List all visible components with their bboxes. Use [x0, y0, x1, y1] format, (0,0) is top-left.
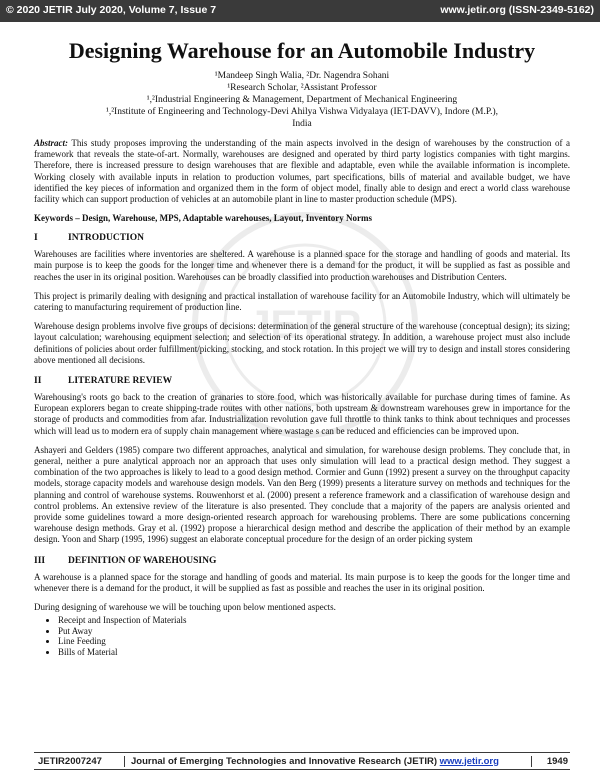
paragraph: Warehouse design problems involve five groups of decisions: determination of the general structure of the warehouse (conceptual design); its sizing; layout calculation; warehousing equipment selection; and selection of its operational strategy. In addition, a warehouse project must also include definitions of policies about order fulfillment/picking, stocking, and stock rotation. In this project we will try to design and install stores considering above mentioned all decisions.	[34, 321, 570, 365]
journal-header-bar	[0, 0, 600, 22]
author-names: ¹Mandeep Singh Walia, ²Dr. Nagendra Sohani	[214, 71, 390, 81]
keywords: Keywords – Design, Warehouse, MPS, Adaptable warehouses, Layout, Inventory Norms	[34, 213, 373, 224]
abstract-label: Abstract:	[34, 138, 69, 148]
paper-title: Designing Warehouse for an Automobile Industry	[68, 38, 536, 63]
paragraph: Warehouses are facilities where inventories are sheltered. A warehouse is a planned space for the storage and handling of goods and material. Its main purpose is to keep the goods for the longer time and whenever there is a demand for the product, it will be supplied as fast as possible and reaches the user in its original position. Warehouses can be broadly classified into production warehouses and Distribution Centers.	[34, 249, 570, 282]
header-website: www.jetir.org (ISSN-2349-5162)	[440, 4, 594, 16]
section-title: INTRODUCTION	[68, 233, 145, 244]
section-heading-introduction	[34, 233, 570, 243]
aspects-list	[34, 615, 570, 657]
author-institute: ¹,²Institute of Engineering and Technology-Devi Ahilya Vishwa Vidyalaya (IET-DAVV), Indore (M.P.),	[105, 107, 498, 117]
section-title: LITERATURE REVIEW	[68, 376, 173, 387]
journal-link[interactable]: www.jetir.org	[439, 755, 499, 767]
abstract-text: This study proposes improving the understanding of the main aspects involved in the design of warehouses by the construction of a framework that reveals the state-of-art. Normally, warehouses are designed and operated by third party logistics companies with tight margins. Therefore, there is increased pressure to design warehouses that are flexible and adaptable, even while the available information is incomplete. Working closely with available inputs in relation to production volumes, part specifications, bills of material and available budget, we have identified the key pieces of information and organized them in the form of object model, finally able to design and erect a world class warehouse facility which can support production of vehicles at an automobile plant in line to master production schedule (MPS).	[34, 138, 570, 205]
journal-title: Journal of Emerging Technologies and Innovative Research (JETIR)	[131, 755, 440, 767]
list-item: • Receipt and Inspection of Materials	[58, 615, 570, 626]
section-heading-definition	[34, 556, 570, 566]
paragraph: Ashayeri and Gelders (1985) compare two different approaches, analytical and simulation, for warehouse design problems. They conclude that, in general, neither a pure analytical approach nor an approach that uses only simulation will lead to a practical design method. They suggest a combination of the two approaches is likely to lead to a good design method. Cormier and Gunn (1992) present a survey on the throughput capacity models, storage capacity models and warehouse design models. Van den Berg (1999) presents a literature survey on methods and techniques for the planning and control of warehouse systems. Rouwenhorst et al. (2000) present a reference framework and a classification of warehouse design and control problems. An extensive review of the literature is also presented. They conclude that a majority of the papers are analysis oriented and provide some guidelines toward a more design-oriented research approach for warehousing problems. There are some publications concerning warehouse design methods. Gray et al. (1992) propose a hierarchical design method and describe the application of their method by an example design. Yoon and Sharp (1995, 1996) suggest an elaborate conceptual procedure for the design of an order picking system	[34, 444, 570, 545]
author-country: India	[292, 119, 312, 129]
section-number: I	[34, 233, 38, 244]
page-footer	[34, 752, 570, 770]
author-roles: ¹Research Scholar, ²Assistant Professor	[227, 83, 377, 93]
list-item: • Line Feeding	[58, 636, 570, 647]
paper-id: JETIR2007247	[34, 756, 125, 767]
section-heading-literature-review	[34, 376, 570, 386]
section-number: III	[34, 555, 46, 566]
section-title: DEFINITION OF WAREHOUSING	[68, 555, 217, 566]
section-number: II	[34, 376, 42, 387]
paragraph: A warehouse is a planned space for the storage and handling of goods and material. Its main purpose is to keep the goods for the longer time and whenever there is a demand for the product, it will be supplied as fast as possible and reaches the user in its original position.	[34, 571, 570, 593]
list-item: • Bills of Material	[58, 647, 570, 658]
list-item: • Put Away	[58, 626, 570, 637]
header-issue-info: © 2020 JETIR July 2020, Volume 7, Issue 7	[6, 4, 217, 16]
abstract	[34, 138, 570, 205]
paper-body	[34, 26, 570, 658]
paragraph: During designing of warehouse we will be touching upon below mentioned aspects.	[34, 602, 336, 613]
journal-name	[125, 756, 531, 767]
author-department: ¹,²Industrial Engineering & Management, Department of Mechanical Engineering	[146, 95, 458, 105]
page-number: 1949	[531, 756, 570, 767]
watermark-text: JETIR	[248, 303, 362, 347]
paragraph: This project is primarily dealing with designing and practical installation of warehouse facility for an Automobile Industry, which will ultimately be catering to manufacturing requirement of production line.	[34, 290, 570, 313]
paragraph: Warehousing's roots go back to the creation of granaries to store food, which was historically available for purchase during times of famine. As European explorers began to create shipping-trade routes with other nations, both upstream & downstream warehouses grew in importance for the storage of products and commodities from afar. Industrialization revolution gave full throttle to think tanks to think about techniques and processes which will lead us to modern era of supply chain management where wastage s can be reduced and efficiencies can be improved upon.	[34, 392, 570, 436]
